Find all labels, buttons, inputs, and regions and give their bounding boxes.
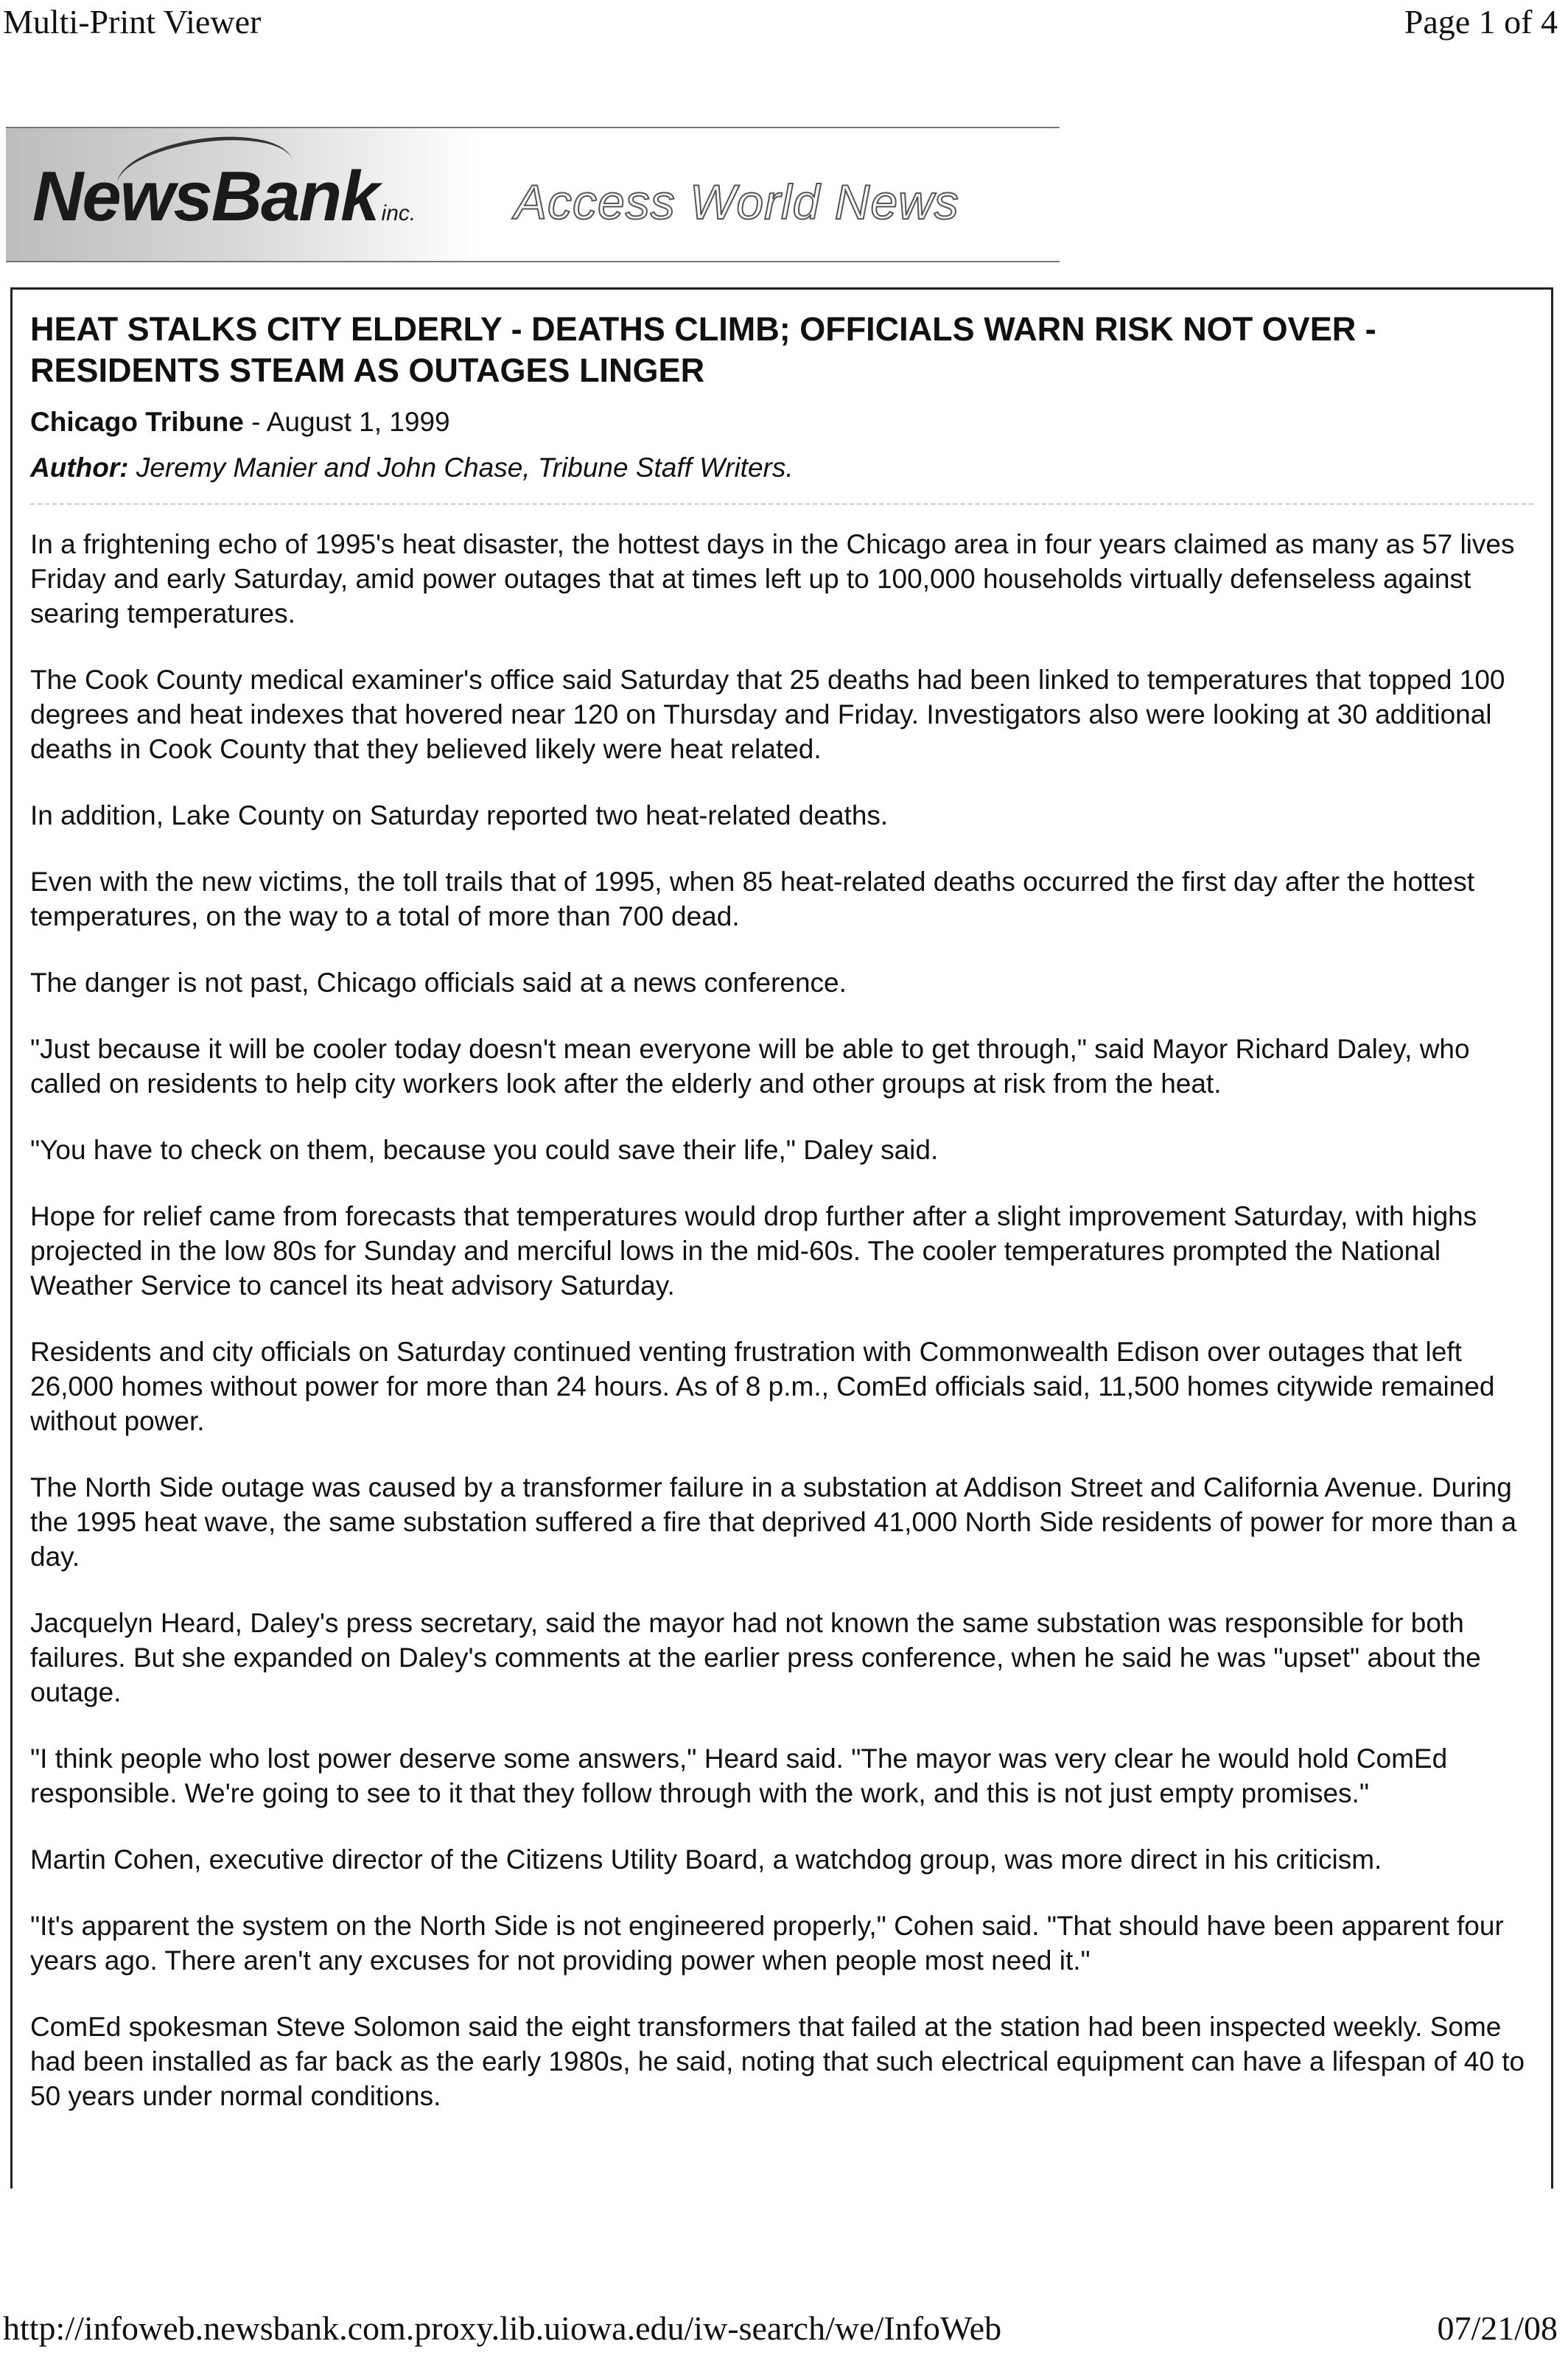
article-paragraph: Even with the new victims, the toll trails that of 1995, when 85 heat-related deaths occurred the first day after the hottest temperatures, on the way to a total of more than 700 dead. [30,867,1475,931]
logo-suffix: inc. [381,201,416,225]
article-paragraph: The Cook County medical examiner's office said Saturday that 25 deaths had been linked to temperatures that topped 100 degrees and heat indexes that hovered near 120 on Thursday and Friday. Investigators also were looking at 30 additional deaths in Cook County that they believed likely were heat related. [30,665,1505,764]
article-headline: HEAT STALKS CITY ELDERLY - DEATHS CLIMB; OFFICIALS WARN RISK NOT OVER - RESIDENTS STEAM AS OUTAGES LINGER [30,310,1376,389]
print-footer [0,2306,1568,2351]
logo-text: NewsBank [32,157,379,236]
print-date: 07/21/08 [1437,2309,1558,2347]
article-paragraph: Hope for relief came from forecasts that temperatures would drop further after a slight improvement Saturday, with highs projected in the low 80s for Sunday and merciful lows in the mid-60s. The cooler temperatures prompted the National Weather Service to cancel its heat advisory Saturday. [30,1201,1477,1301]
article-paragraph: The danger is not past, Chicago officials said at a news conference. [30,968,847,998]
newsbank-banner [6,127,1060,262]
article-paragraph: Residents and city officials on Saturday continued venting frustration with Commonwealth Edison over outages that left 26,000 homes without power for more than 24 hours. As of 8 p.m., ComEd officials said, 11,500 homes citywide remained without power. [30,1337,1495,1436]
article-author: Jeremy Manier and John Chase, Tribune Staff Writers. [128,452,794,483]
article-paragraph: "You have to check on them, because you could save their life," Daley said. [30,1135,939,1165]
article-paragraph: Jacquelyn Heard, Daley's press secretary, said the mayor had not known the same substation was responsible for both failures. But she expanded on Daley's comments at the earlier press conference, when he said he was "upset" about the outage. [30,1608,1481,1707]
article-container [10,287,1553,2189]
banner-tagline: Access World News [514,175,959,229]
author-label: Author: [30,452,129,483]
article-paragraph: The North Side outage was caused by a transformer failure in a substation at Addison Street and California Avenue. During the 1995 heat wave, the same substation suffered a fire that deprived 41,000 North Side residents of power for more than a day. [30,1472,1517,1572]
article-date: - August 1, 1999 [243,407,450,437]
article-author-line [30,450,1533,486]
article-body [30,527,1533,2113]
article-paragraph: In addition, Lake County on Saturday reported two heat-related deaths. [30,800,889,830]
article-paragraph: "It's apparent the system on the North Side is not engineered properly," Cohen said. "That should have been apparent four years ago. There aren't any excuses for not providing power when people most need it." [30,1911,1504,1976]
newsbank-logo [32,156,489,237]
article-paragraph: "Just because it will be cooler today doesn't mean everyone will be able to get through," said Mayor Richard Daley, who called on residents to help city workers look after the elderly and other groups at risk from the heat. [30,1034,1470,1099]
print-header [0,0,1568,44]
article-source-line [30,405,1533,440]
article-paragraph: "I think people who lost power deserve some answers," Heard said. "The mayor was very clear he would hold ComEd responsible. We're going to see to it that they follow through with the work, and this is not just empty promises." [30,1743,1448,1808]
article-paragraph: In a frightening echo of 1995's heat disaster, the hottest days in the Chicago area in four years claimed as many as 57 lives Friday and early Saturday, amid power outages that at times left up to 100,000 households virtually defenseless against searing temperatures. [30,529,1515,629]
page-indicator: Page 1 of 4 [1404,3,1558,41]
divider [30,503,1533,506]
viewer-title: Multi-Print Viewer [3,3,262,41]
article-paragraph: ComEd spokesman Steve Solomon said the eight transformers that failed at the station had been inspected weekly. Some had been installed as far back as the early 1980s, he said, noting that such electrical equipment can have a lifespan of 40 to 50 years under normal conditions. [30,2012,1525,2111]
source-url: http://infoweb.newsbank.com.proxy.lib.uiowa.edu/iw-search/we/InfoWeb [3,2309,1002,2347]
article-source: Chicago Tribune [30,407,244,437]
article-paragraph: Martin Cohen, executive director of the Citizens Utility Board, a watchdog group, was more direct in his criticism. [30,1844,1382,1875]
